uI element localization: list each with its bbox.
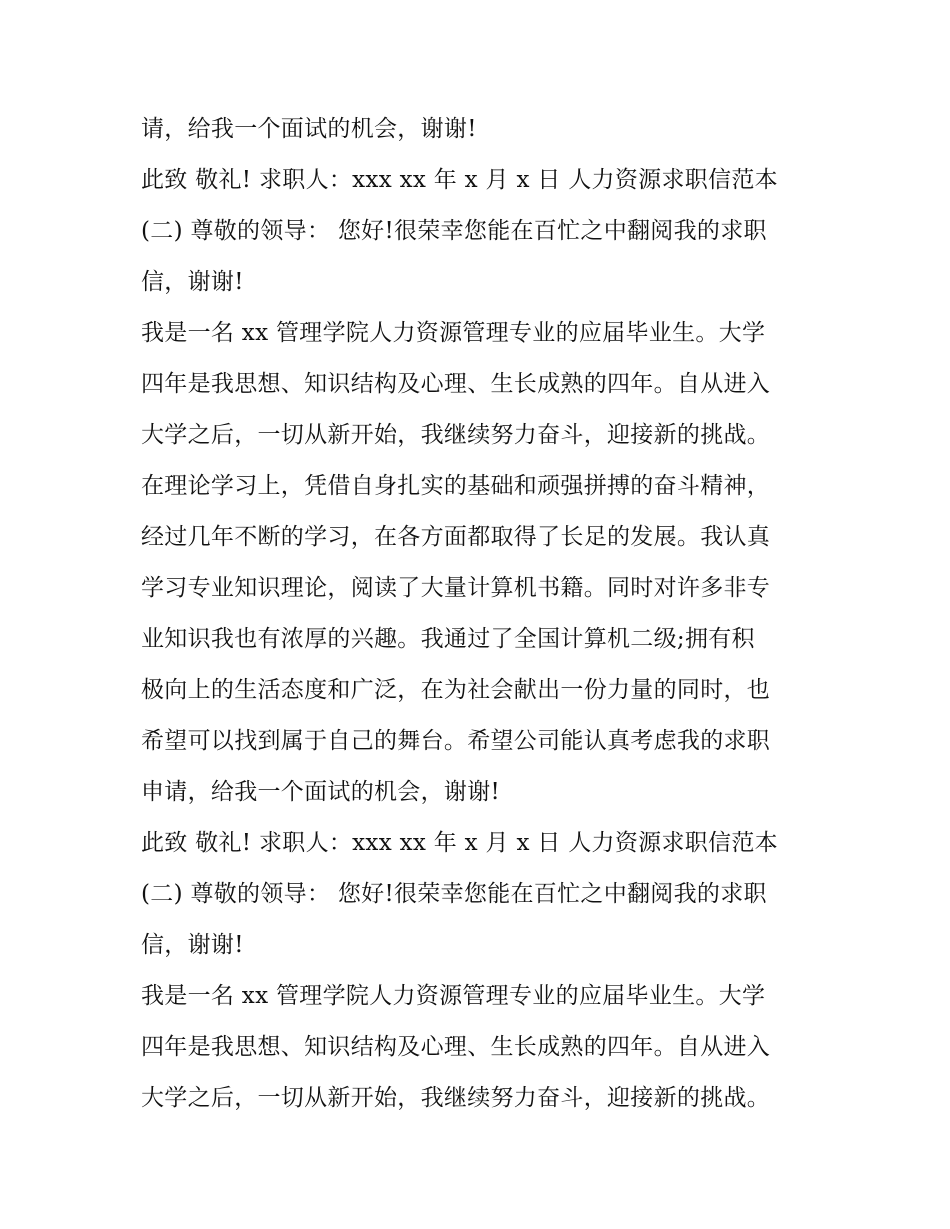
text-line: 学习专业知识理论，阅读了大量计算机书籍。同时对许多非专 xyxy=(141,575,771,601)
text-line: 我是一名 xx 管理学院人力资源管理专业的应届毕业生。大学 xyxy=(141,320,766,346)
text-line: (二) 尊敬的领导： 您好!很荣幸您能在百忙之中翻阅我的求职 xyxy=(141,218,767,244)
text-line: 信，谢谢! xyxy=(141,269,244,295)
text-line: 四年是我思想、知识结构及心理、生长成熟的四年。自从进入 xyxy=(141,371,771,397)
text-line: 希望可以找到属于自己的舞台。希望公司能认真考虑我的求职 xyxy=(141,728,771,754)
letter-body xyxy=(141,108,821,1128)
text-line: 业知识我也有浓厚的兴趣。我通过了全国计算机二级;拥有积 xyxy=(141,626,755,652)
text-line: 在理论学习上，凭借自身扎实的基础和顽强拼搏的奋斗精神， xyxy=(141,473,771,499)
text-line: 经过几年不断的学习，在各方面都取得了长足的发展。我认真 xyxy=(141,524,771,550)
text-line: 四年是我思想、知识结构及心理、生长成熟的四年。自从进入 xyxy=(141,1034,771,1060)
text-line: 请，给我一个面试的机会，谢谢! xyxy=(141,116,477,142)
text-line: 大学之后，一切从新开始，我继续努力奋斗，迎接新的挑战。 xyxy=(141,422,771,448)
text-line: 此致 敬礼! 求职人：xxx xx 年 x 月 x 日 人力资源求职信范本 xyxy=(141,830,778,856)
text-line: 我是一名 xx 管理学院人力资源管理专业的应届毕业生。大学 xyxy=(141,983,766,1009)
text-line: (二) 尊敬的领导： 您好!很荣幸您能在百忙之中翻阅我的求职 xyxy=(141,881,767,907)
text-line: 极向上的生活态度和广泛，在为社会献出一份力量的同时，也 xyxy=(141,677,771,703)
text-line: 大学之后，一切从新开始，我继续努力奋斗，迎接新的挑战。 xyxy=(141,1085,771,1111)
text-line: 信，谢谢! xyxy=(141,932,244,958)
text-line: 申请，给我一个面试的机会，谢谢! xyxy=(141,779,501,805)
text-line: 此致 敬礼! 求职人：xxx xx 年 x 月 x 日 人力资源求职信范本 xyxy=(141,167,778,193)
